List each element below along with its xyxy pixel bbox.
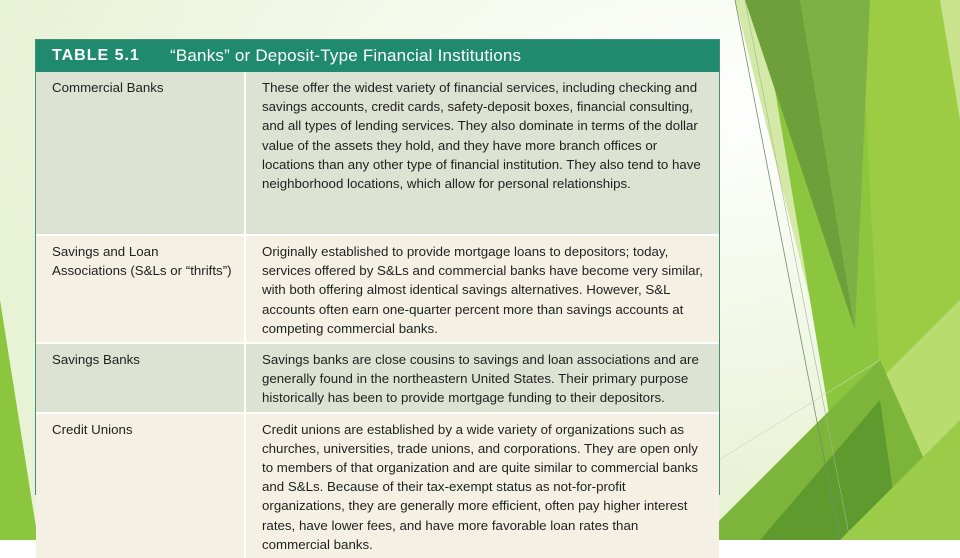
row-description: Credit unions are established by a wide variety of organizations such as churches, universities, trade unions, and corporations. They are open only to members of that organization and are quite similar to commercial banks and S&Ls. Because of their tax-exempt status as not-for-profit organizations, they are generally more efficient, often pay higher interest rates, have lower fees, and have more favorable loan rates than commercial banks. [245, 413, 719, 558]
table-header [36, 40, 719, 72]
table-title: “Banks” or Deposit-Type Financial Institutions [170, 46, 522, 65]
row-term: Savings and Loan Associations (S&Ls or “thrifts”) [36, 235, 245, 343]
institutions-table-body [36, 72, 719, 558]
table-row [36, 72, 719, 235]
row-term: Credit Unions [36, 413, 245, 558]
row-description: Originally established to provide mortgage loans to depositors; today, services offered by S&Ls and commercial banks have become very similar, with both offering almost identical savings alternatives. However, S&L accounts often earn one-quarter percent more than savings accounts at competing commercial banks. [245, 235, 719, 343]
row-description: Savings banks are close cousins to savings and loan associations and are generally found in the northeastern United States. Their primary purpose historically has been to provide mortgage funding to their depositors. [245, 343, 719, 413]
table-row [36, 413, 719, 558]
row-description: These offer the widest variety of financial services, including checking and savings accounts, credit cards, safety-deposit boxes, financial consulting, and all types of lending services. They also dominate in terms of the dollar value of the assets they hold, and they have more branch offices or locations than any other type of financial institution. They also tend to have neighborhood locations, which allow for personal relationships. [245, 72, 719, 235]
row-term: Savings Banks [36, 343, 245, 413]
financial-institutions-table [35, 39, 720, 552]
row-term: Commercial Banks [36, 72, 245, 235]
table-row [36, 343, 719, 413]
table-number: TABLE 5.1 [52, 47, 140, 64]
table-row [36, 235, 719, 343]
